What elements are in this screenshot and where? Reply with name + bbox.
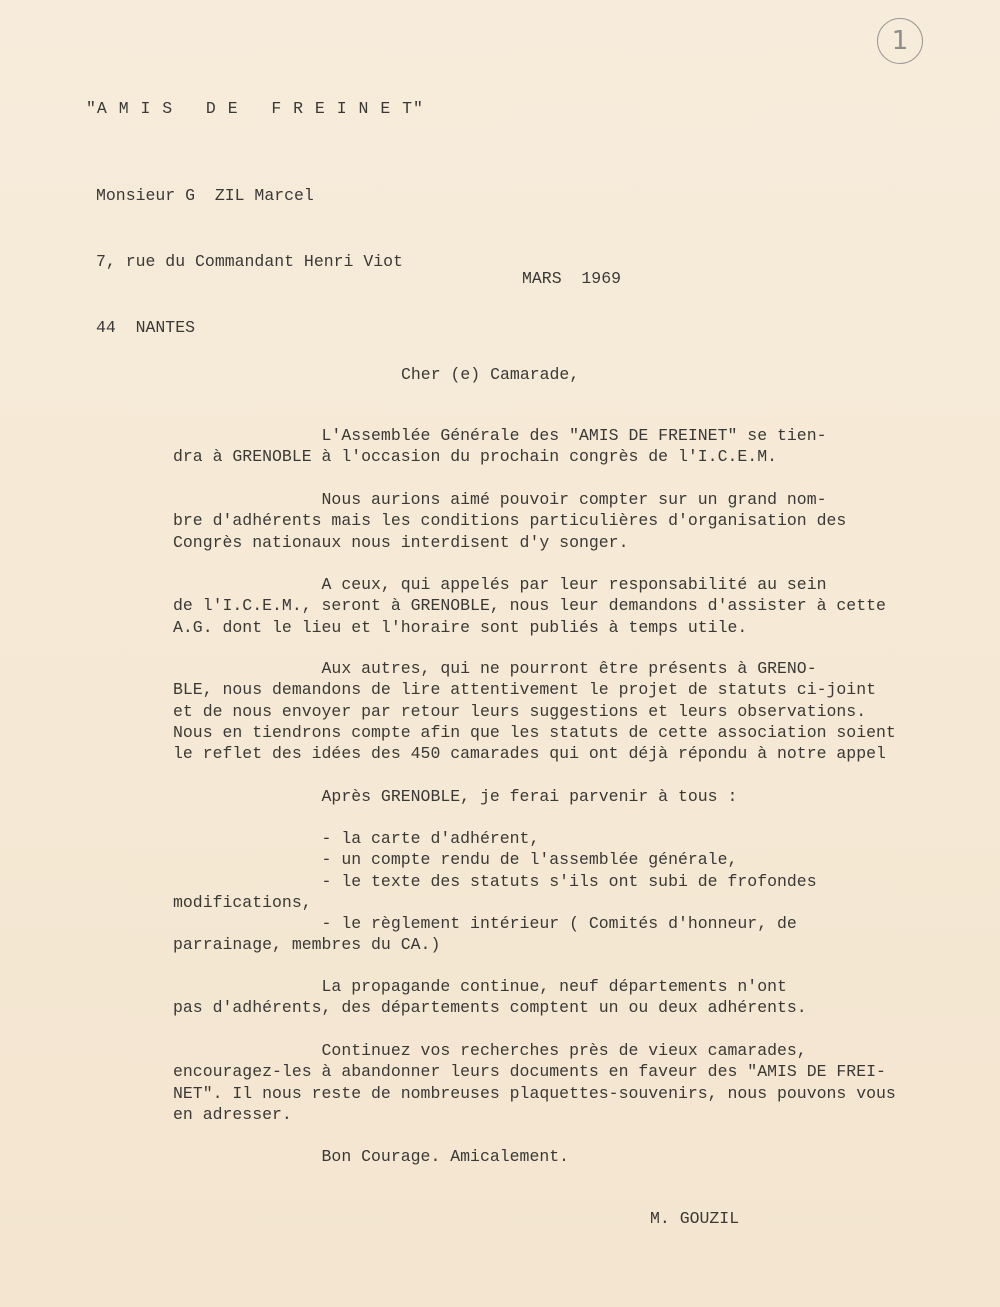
list-item: - la carte d'adhérent, bbox=[173, 829, 540, 848]
text-line: Nous en tiendrons compte afin que les statuts de cette association soient bbox=[173, 722, 896, 742]
page-number bbox=[877, 18, 923, 64]
text-line: Congrès nationaux nous interdisent d'y songer. bbox=[173, 532, 629, 552]
text-line: dra à GRENOBLE à l'occasion du prochain congrès de l'I.C.E.M. bbox=[173, 447, 777, 467]
address-line: 44 NANTES bbox=[96, 318, 196, 337]
text-line: modifications, bbox=[173, 892, 312, 912]
paragraph bbox=[173, 425, 827, 468]
salutation: Cher (e) Camarade, bbox=[401, 365, 580, 384]
text-line: en adresser. bbox=[173, 1104, 292, 1124]
letter-date: MARS 1969 bbox=[522, 269, 622, 288]
text-line: Bon Courage. Amicalement. bbox=[173, 1147, 570, 1166]
address-block bbox=[96, 141, 403, 383]
text-line: bre d'adhérents mais les conditions particulières d'organisation des bbox=[173, 511, 847, 531]
paragraph bbox=[173, 489, 846, 553]
paragraph bbox=[173, 786, 737, 807]
text-line: Continuez vos recherches près de vieux camarades, bbox=[173, 1041, 807, 1060]
list-block bbox=[173, 828, 817, 956]
address-line: 7, rue du Commandant Henri Viot bbox=[96, 252, 403, 271]
text-line: BLE, nous demandons de lire attentivement le projet de statuts ci-joint bbox=[173, 680, 877, 700]
text-line: encouragez-les à abandonner leurs documents en faveur des "AMIS DE FREI- bbox=[173, 1062, 886, 1082]
text-line: L'Assemblée Générale des "AMIS DE FREINET" se tien- bbox=[173, 426, 827, 445]
address-line: Monsieur G ZIL Marcel bbox=[96, 186, 314, 205]
text-line: pas d'adhérents, des départements comptent un ou deux adhérents. bbox=[173, 998, 807, 1018]
paragraph bbox=[173, 976, 807, 1019]
text-line: Aux autres, qui ne pourront être présents à GRENO- bbox=[173, 659, 817, 678]
list-item: - le règlement intérieur ( Comités d'honneur, de bbox=[173, 914, 797, 934]
text-line: NET". Il nous reste de nombreuses plaquettes-souvenirs, nous pouvons vous bbox=[173, 1083, 896, 1103]
page-number-label: 1 bbox=[891, 26, 909, 56]
text-line: Nous aurions aimé pouvoir compter sur un grand nom- bbox=[173, 490, 827, 509]
paragraph bbox=[173, 658, 896, 764]
text-line: et de nous envoyer par retour leurs suggestions et leurs observations. bbox=[173, 701, 867, 721]
text-line: La propagande continue, neuf départements n'ont bbox=[173, 977, 787, 996]
signature: M. GOUZIL bbox=[650, 1209, 740, 1228]
text-line: Après GRENOBLE, je ferai parvenir à tous : bbox=[173, 787, 738, 806]
text-line: parrainage, membres du CA.) bbox=[173, 935, 441, 955]
paragraph bbox=[173, 574, 886, 638]
paragraph bbox=[173, 1040, 896, 1125]
text-line: A ceux, qui appelés par leur responsabilité au sein bbox=[173, 575, 827, 594]
closing bbox=[173, 1146, 569, 1167]
organization-title: "A M I S D E F R E I N E T" bbox=[86, 99, 424, 118]
list-item: - le texte des statuts s'ils ont subi de frofondes bbox=[173, 871, 817, 891]
text-line: A.G. dont le lieu et l'horaire sont publiés à temps utile. bbox=[173, 617, 748, 637]
text-line: le reflet des idées des 450 camarades qui ont déjà répondu à notre appel bbox=[173, 744, 886, 764]
text-line: de l'I.C.E.M., seront à GRENOBLE, nous leur demandons d'assister à cette bbox=[173, 596, 886, 616]
list-item: - un compte rendu de l'assemblée générale, bbox=[173, 850, 738, 870]
